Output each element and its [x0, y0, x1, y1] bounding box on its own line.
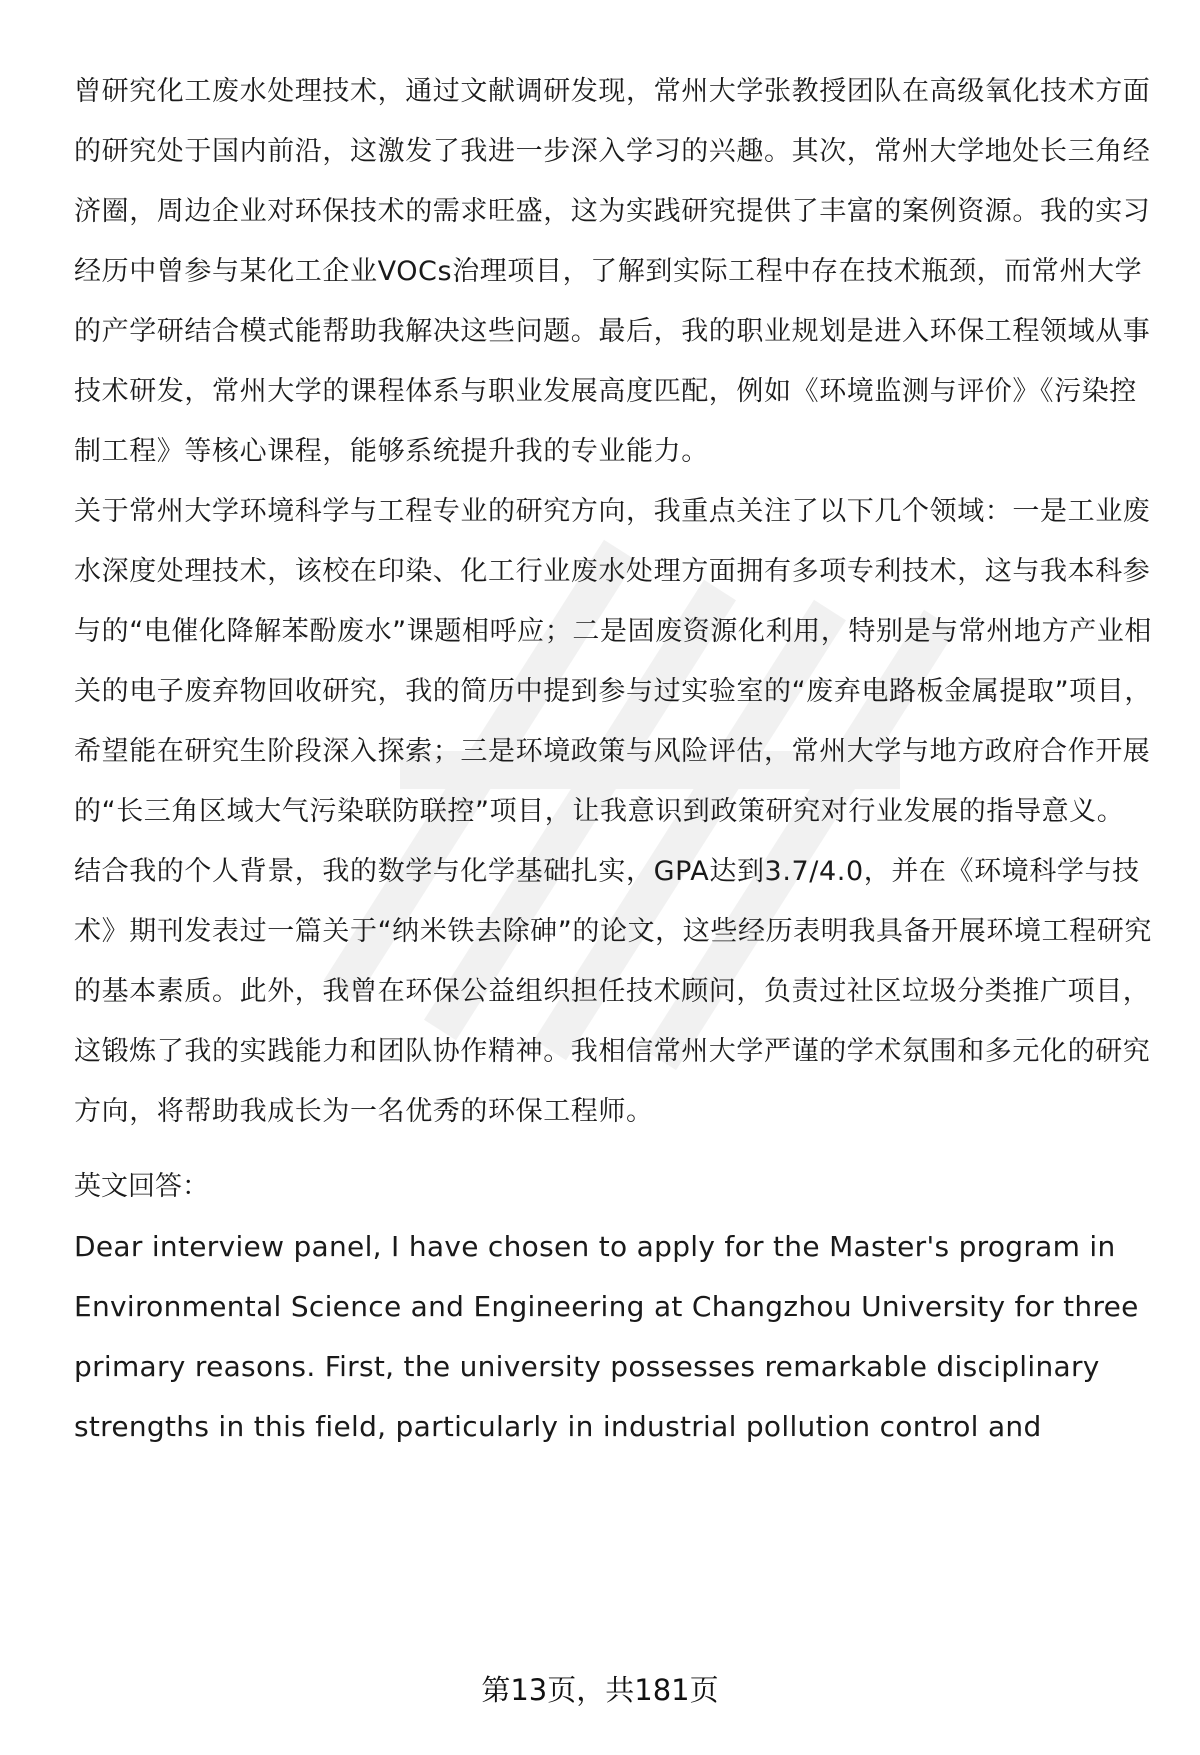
- paragraph-3: 结合我的个人背景，我的数学与化学基础扎实，GPA达到3.7/4.0，并在《环境科学与技术》期刊发表过一篇关于“纳米铁去除砷”的论文，这些经历表明我具备开展环境工程研究的基本素质。此外，我曾在环保公益组织担任技术顾问，负责过社区垃圾分类推广项目，这锻炼了我的实践能力和团队协作精神。我相信常州大学严谨的学术氛围和多元化的研究方向，将帮助我成长为一名优秀的环保工程师。: [74, 856, 1152, 1127]
- english-answer-heading: 英文回答：: [74, 1171, 209, 1202]
- paragraph-1: 曾研究化工废水处理技术，通过文献调研发现，常州大学张教授团队在高级氧化技术方面的研究处于国内前沿，这激发了我进一步深入学习的兴趣。其次，常州大学地处长三角经济圈，周边企业对环保技术的需求旺盛，这为实践研究提供了丰富的案例资源。我的实习经历中曾参与某化工企业VOCs治理项目，了解到实际工程中存在技术瓶颈，而常州大学的产学研结合模式能帮助我解决这些问题。最后，我的职业规划是进入环保工程领域从事技术研发，常州大学的课程体系与职业发展高度匹配，例如《环境监测与评价》《污染控制工程》等核心课程，能够系统提升我的专业能力。: [74, 76, 1151, 467]
- document-body: [74, 62, 1164, 1457]
- paragraph-2: 关于常州大学环境科学与工程专业的研究方向，我重点关注了以下几个领域：一是工业废水深度处理技术，该校在印染、化工行业废水处理方面拥有多项专利技术，这与我本科参与的“电催化降解苯酚废水”课题相呼应；二是固废资源化利用，特别是与常州地方产业相关的电子废弃物回收研究，我的简历中提到参与过实验室的“废弃电路板金属提取”项目，希望能在研究生阶段深入探索；三是环境政策与风险评估，常州大学与地方政府合作开展的“长三角区域大气污染联防联控”项目，让我意识到政策研究对行业发展的指导意义。: [74, 496, 1152, 827]
- page-number: 第13页，共181页: [481, 1673, 719, 1707]
- english-paragraph: Dear interview panel, I have chosen to apply for the Master's program in Environmental Science and Engineering at Changzhou University for three primary reasons. First, the university possesses remarkable disciplinary strengths in this field, particularly in industrial pollution control and: [74, 1230, 1139, 1443]
